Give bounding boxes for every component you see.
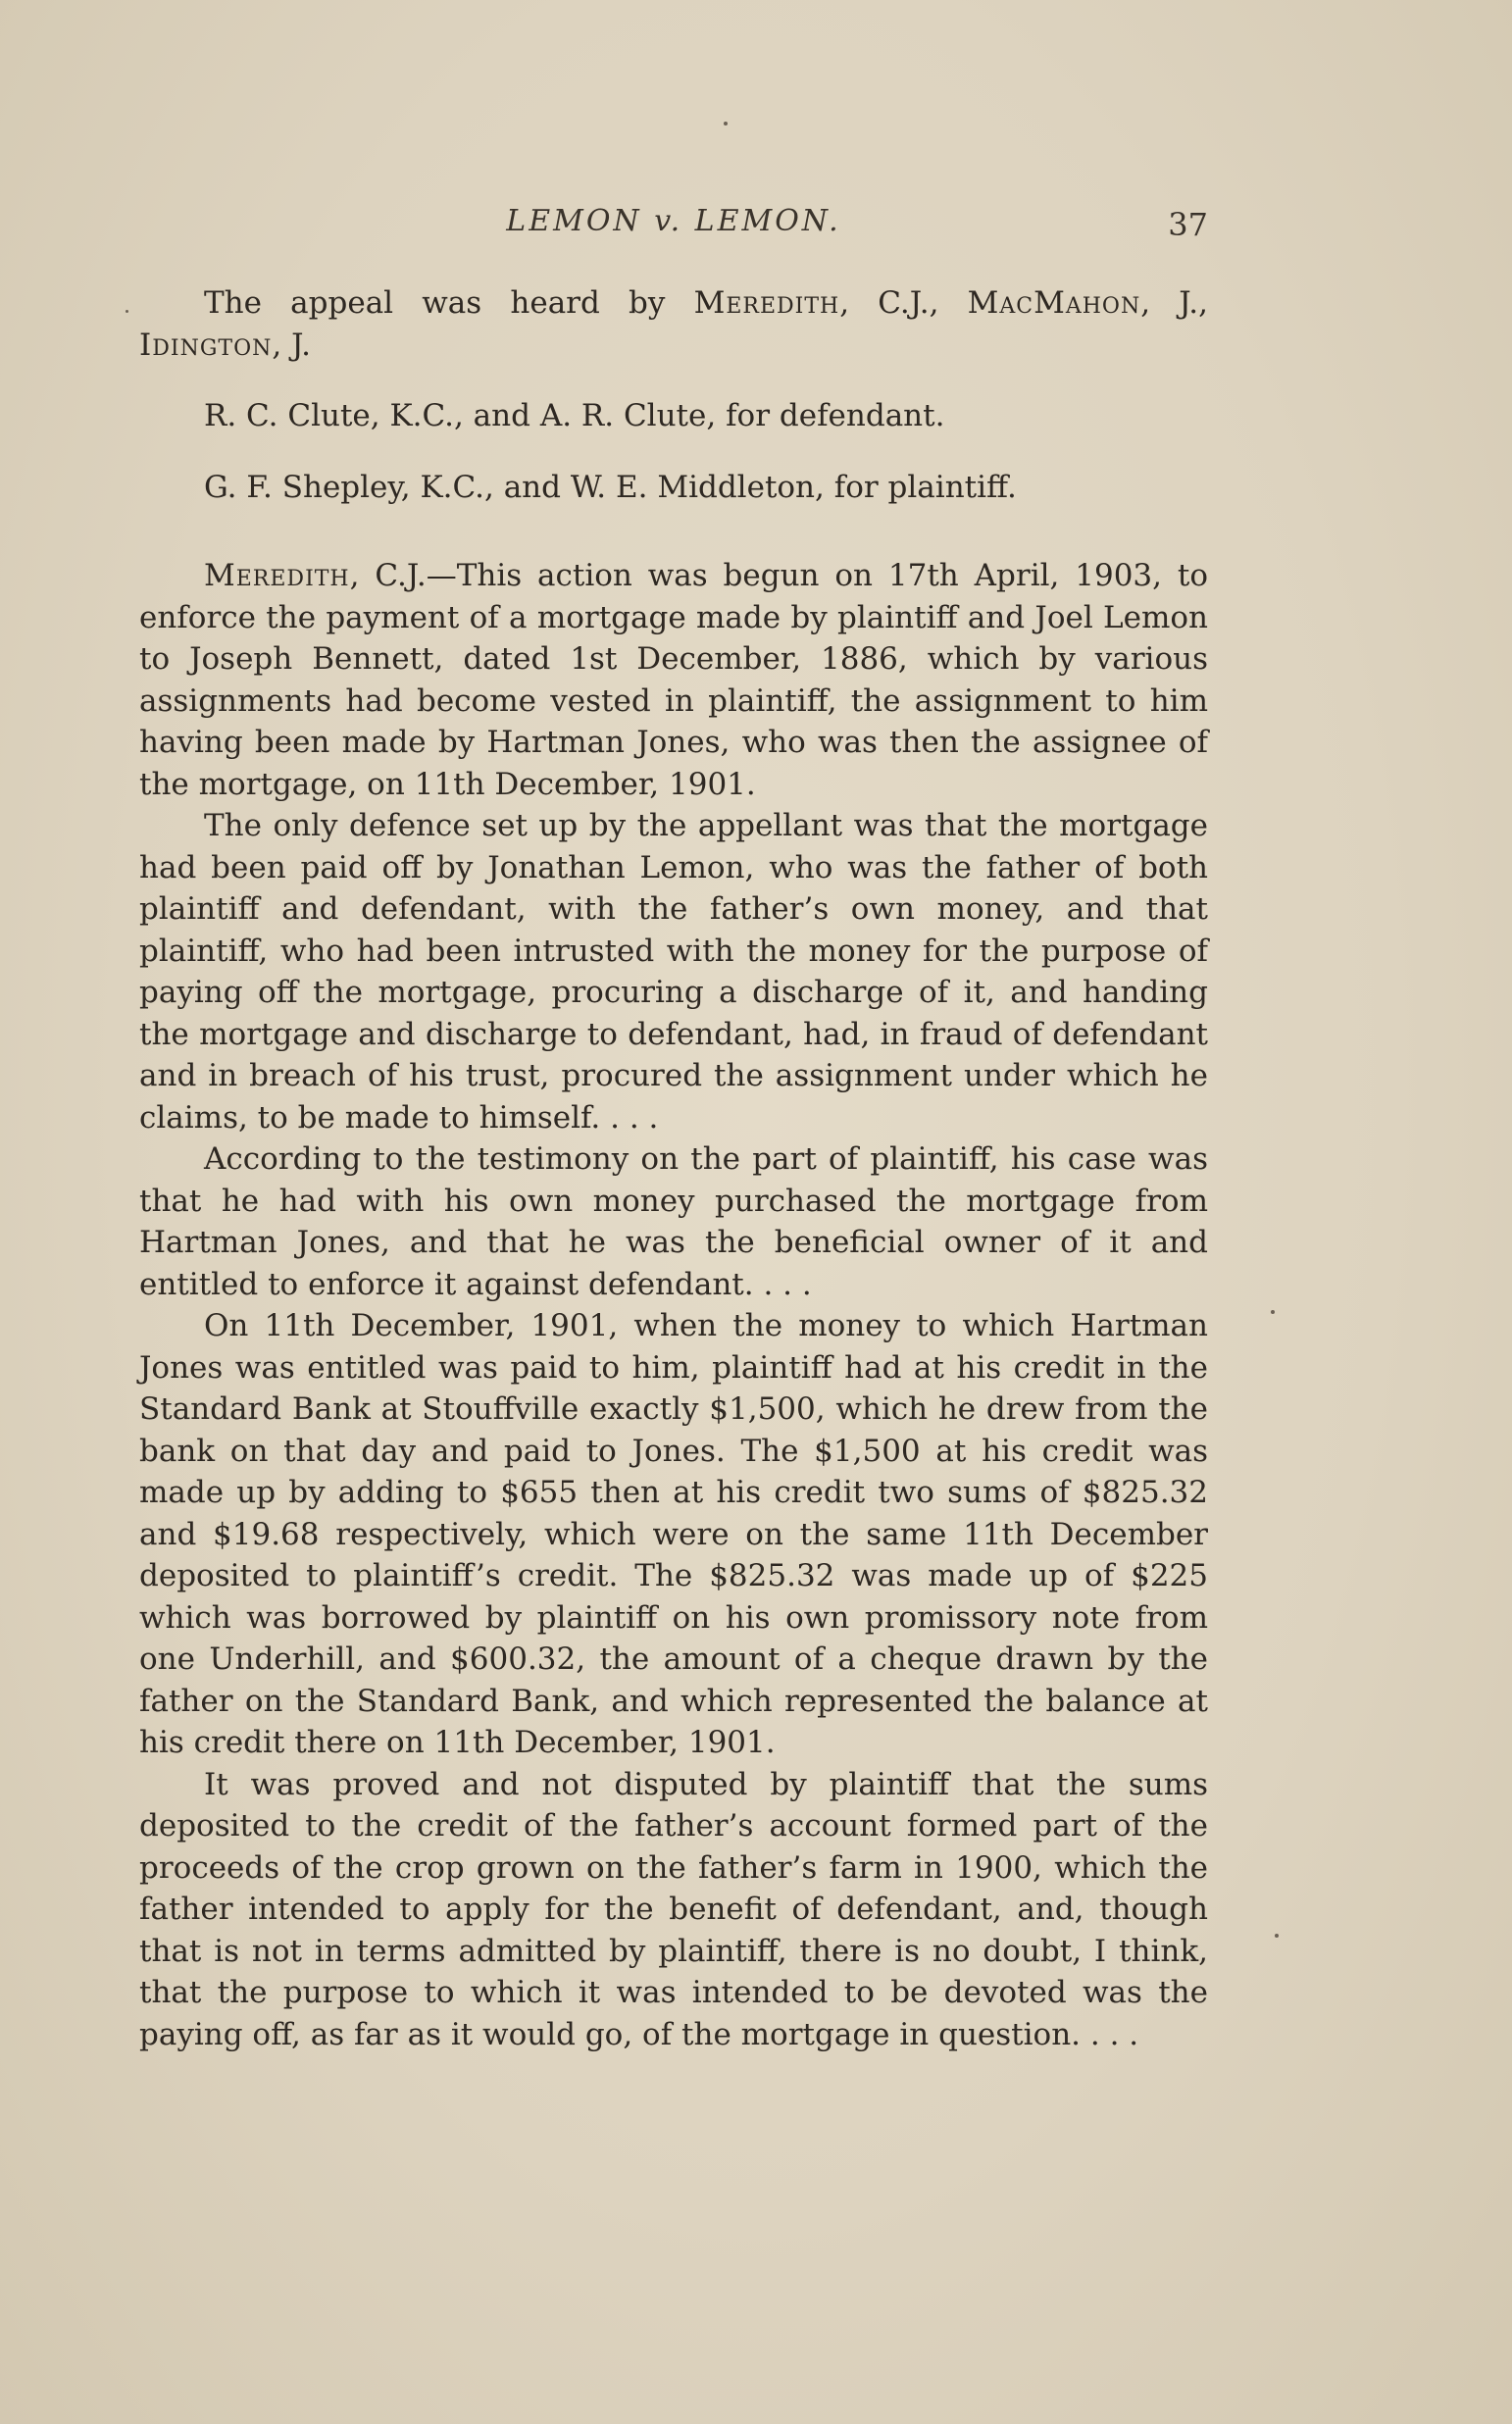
hearing-separator: , J.,	[1140, 285, 1209, 321]
page-body	[139, 282, 1208, 2055]
hearing-end: , J.	[272, 327, 311, 363]
judge-name: MacMahon	[967, 285, 1141, 321]
judgment-paragraph: According to the testimony on the part of plaintiff, his case was that he had with his own money purchased the mortgage from Hartman Jones, and that he was the beneficial owner of it and entitled to enforce it against defendant. . . .	[139, 1141, 1208, 1302]
hearing-separator: , C.J.,	[839, 285, 968, 321]
judgment-paragraph: The only defence set up by the appellant was that the mortgage had been paid off by Jonathan Lemon, who was the father of both plaintiff and defendant, with the father’s own money, and that plaintiff, who had been intrusted with the money for the purpose of paying off the mortgage, procuring a discharge of it, and handing the mortgage and discharge to defendant, had, in fraud of defendant and in breach of his trust, procured the assignment under which he claims, to be made to himself. . . .	[139, 808, 1208, 1136]
judge-name: Meredith	[693, 285, 840, 321]
print-speck	[724, 122, 728, 126]
judgment-judge-name: Meredith	[204, 558, 350, 593]
judge-name: Idington	[139, 327, 273, 363]
page-header	[139, 204, 1208, 247]
print-speck	[1271, 1310, 1275, 1314]
hearing-intro: The appeal was heard by	[204, 285, 694, 321]
hearing-paragraph	[139, 282, 1208, 366]
running-title: LEMON v. LEMON.	[506, 204, 841, 238]
judgment-paragraph: It was proved and not disputed by plaintiff that the sums deposited to the credit of the father’s account formed part of the proceeds of the crop grown on the father’s farm in 1900, which the father intended to apply for the benefit of defendant, and, though that is not in terms admitted by plaintiff, there is no doubt, I think, that the purpose to which it was intended to be devoted was the paying off, as far as it would go, of the mortgage in question. . . .	[139, 1766, 1208, 2052]
page-number: 37	[1168, 206, 1208, 243]
judgment-opening	[139, 555, 1208, 805]
counsel-defendant: R. C. Clute, K.C., and A. R. Clute, for defendant.	[204, 398, 945, 433]
print-speck	[126, 310, 128, 313]
counsel-plaintiff: G. F. Shepley, K.C., and W. E. Middleton, for plaintiff.	[204, 469, 1017, 505]
judgment-paragraph: On 11th December, 1901, when the money to which Hartman Jones was entitled was paid to him, plaintiff had at his credit in the Standard Bank at Stouffville exactly $1,500, which he drew from the bank on that day and paid to Jones. The $1,500 at his credit was made up by adding to $655 then at his credit two sums of $825.32 and $19.68 respectively, which were on the same 11th December deposited to plaintiff’s credit. The $825.32 was made up of $225 which was borrowed by plaintiff on his own promissory note from one Underhill, and $600.32, the amount of a cheque drawn by the father on the Standard Bank, and which represented the balance at his credit there on 11th December, 1901.	[139, 1308, 1208, 1760]
judgment-opening-text: , C.J.—This action was begun on 17th April, 1903, to enforce the payment of a mortgage made by plaintiff and Joel Lemon to Joseph Bennett, dated 1st December, 1886, which by various assignments had become vested in plaintiff, the assignment to him having been made by Hartman Jones, who was then the assignee of the mortgage, on 11th December, 1901.	[139, 558, 1208, 802]
print-speck	[1275, 1934, 1279, 1938]
